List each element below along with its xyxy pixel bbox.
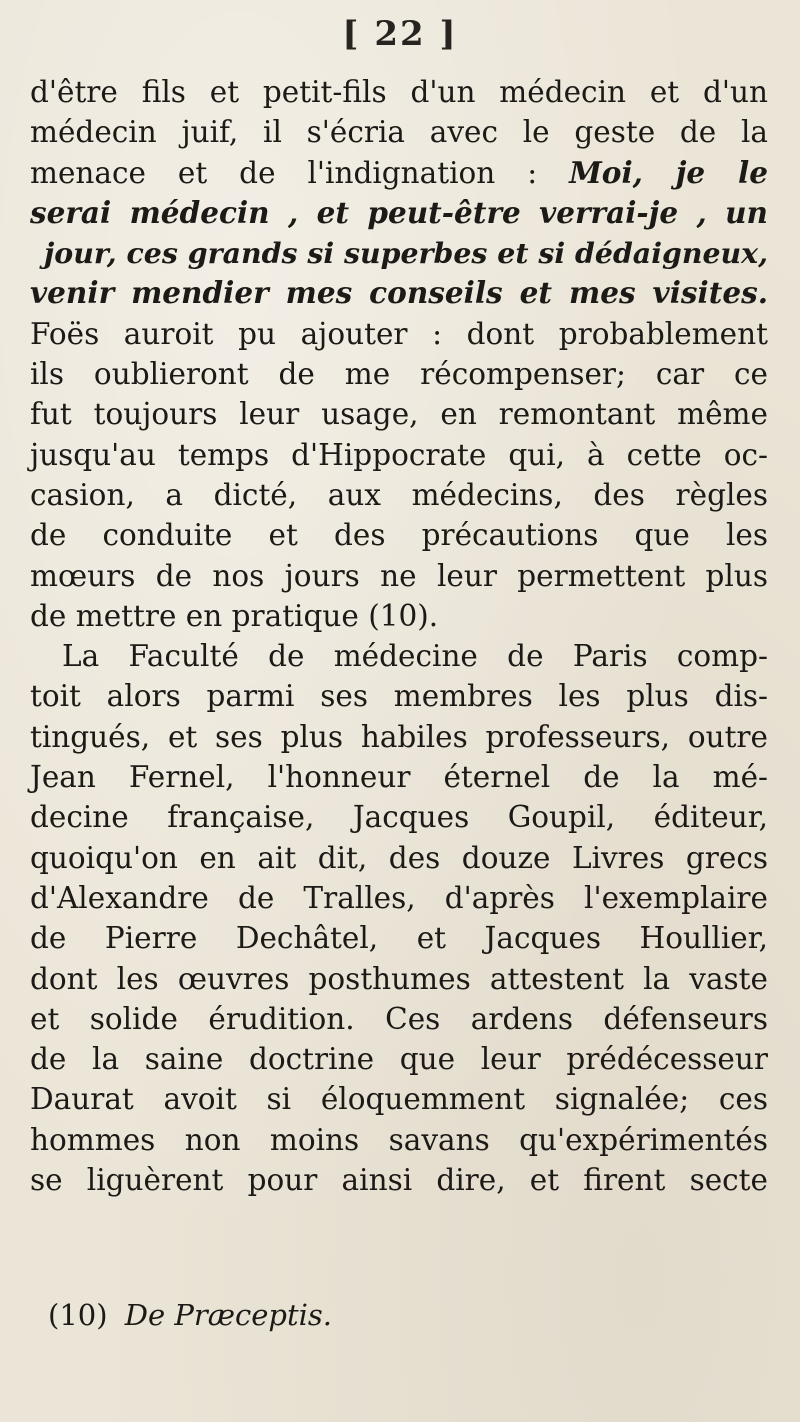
footnote bbox=[48, 1298, 332, 1332]
footnote-title: De Præceptis. bbox=[124, 1298, 333, 1332]
text-line-3 bbox=[30, 153, 768, 193]
page-number: [ 22 ] bbox=[342, 14, 458, 54]
text-line-23: dont les œuvres posthumes attestent la vaste bbox=[30, 961, 768, 996]
text-line-28: se liguèrent pour ainsi dire, et firent secte bbox=[30, 1163, 768, 1198]
text-line-2: médecin juif, il s'écria avec le geste de la bbox=[30, 115, 768, 150]
text-line-8: ils oublieront de me récompenser; car ce bbox=[30, 357, 768, 392]
text-line-9: fut toujours leur usage, en remontant même bbox=[30, 397, 768, 432]
text-line-1: d'être fils et petit-fils d'un médecin et d'un bbox=[30, 75, 768, 109]
text-line-13: mœurs de nos jours ne leur permettent plus bbox=[30, 558, 768, 593]
text-line-18: Jean Fernel, l'honneur éternel de la mé- bbox=[30, 760, 768, 795]
text-line-22: de Pierre Dechâtel, et Jacques Houllier, bbox=[30, 921, 768, 956]
text-line-17: tingués, et ses plus habiles professeurs, outre bbox=[30, 719, 768, 754]
text-line-21: d'Alexandre de Tralles, d'après l'exemplaire bbox=[30, 880, 768, 915]
text-line-4: serai médecin , et peut-être verrai-je , un bbox=[30, 194, 768, 230]
text-line-6: venir mendier mes conseils et mes visites. bbox=[30, 275, 768, 311]
text-line-25: de la saine doctrine que leur prédécesseur bbox=[30, 1042, 768, 1077]
text-line-19: decine française, Jacques Goupil, éditeur, bbox=[30, 800, 768, 835]
body-text bbox=[30, 72, 768, 1200]
text-line-14: de mettre en pratique (10). bbox=[30, 598, 439, 633]
text-line-5: jour, ces grands si superbes et si dédaigneux, bbox=[44, 236, 768, 271]
text-line-7: Foës auroit pu ajouter : dont probablement bbox=[30, 316, 768, 351]
text-line-15: La Faculté de médecine de Paris comp- bbox=[62, 639, 768, 674]
footnote-marker: (10) bbox=[48, 1298, 108, 1332]
text-line-11: casion, a dicté, aux médecins, des règles bbox=[30, 477, 768, 512]
text-line-20: quoiqu'on en ait dit, des douze Livres grecs bbox=[30, 840, 768, 875]
text-line-10: jusqu'au temps d'Hippocrate qui, à cette oc- bbox=[30, 437, 768, 472]
text-line-3-italic: Moi, je le bbox=[569, 154, 768, 190]
text-line-3-roman: menace et de l'indignation : bbox=[30, 155, 570, 190]
text-line-24: et solide érudition. Ces ardens défenseurs bbox=[30, 1001, 768, 1036]
text-line-27: hommes non moins savans qu'expérimentés bbox=[30, 1122, 768, 1157]
text-line-12: de conduite et des précautions que les bbox=[30, 518, 768, 553]
text-line-26: Daurat avoit si éloquemment signalée; ces bbox=[30, 1082, 768, 1117]
text-line-16: toit alors parmi ses membres les plus dis- bbox=[30, 679, 768, 714]
